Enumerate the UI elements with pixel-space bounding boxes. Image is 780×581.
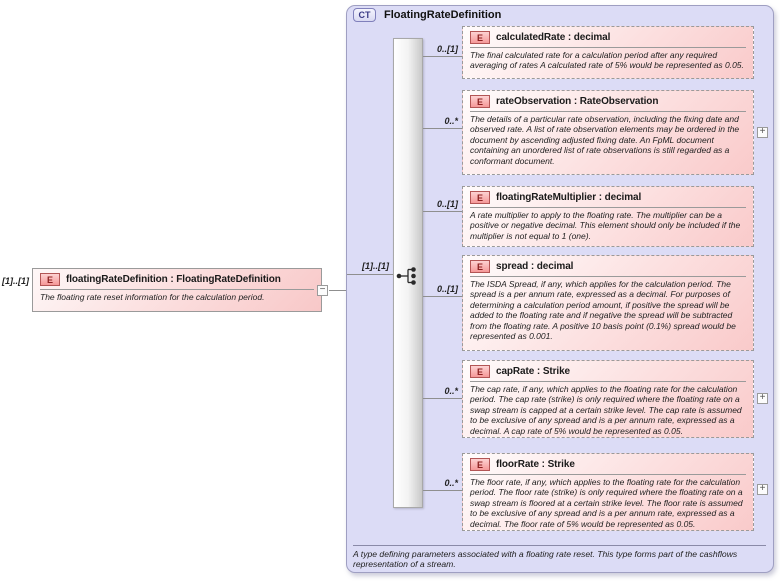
type-separator: : xyxy=(534,366,543,377)
root-multiplicity-label: [1]..[1] xyxy=(2,276,29,286)
element-header xyxy=(463,27,753,46)
element-box-rate-observation[interactable] xyxy=(462,90,754,175)
element-icon: E xyxy=(470,365,490,378)
root-element-title xyxy=(66,274,281,285)
element-box-floor-rate[interactable] xyxy=(462,453,754,531)
element-annotation: The final calculated rate for a calculation period after any required averaging of rates A calculated rate of 5% would be represented as 0.05. xyxy=(470,50,744,71)
multiplicity-label: 0..[1] xyxy=(436,44,458,54)
type-separator: : xyxy=(565,32,574,43)
element-box-spread[interactable] xyxy=(462,255,754,351)
element-annotation: A rate multiplier to apply to the floating rate. The multiplier can be a positive or negative decimal. This element should only be included if the multiplier is not equal to 1 (one). xyxy=(470,210,741,241)
connector-line xyxy=(423,296,462,297)
panel-annotation-divider xyxy=(353,545,766,546)
element-name: capRate xyxy=(496,366,535,377)
element-header xyxy=(463,187,753,206)
type-separator: : xyxy=(539,459,548,470)
element-type: Strike xyxy=(547,459,575,470)
root-element-header xyxy=(33,269,321,288)
connector-line xyxy=(423,128,462,129)
element-type: decimal xyxy=(536,261,574,272)
element-annotation: The details of a particular rate observation, including the fixing date and observed rate. A list of rate observation elements may be ordered in the document by ascending adjusted fixing date. An FpML document containing an unordered list of rate observations is still regarded as a conformant document. xyxy=(470,114,740,166)
element-name: floatingRateMultiplier xyxy=(496,192,597,203)
type-separator: : xyxy=(596,192,605,203)
element-icon: E xyxy=(40,273,60,286)
element-box-cap-rate[interactable] xyxy=(462,360,754,438)
expand-icon[interactable]: + xyxy=(757,393,768,404)
multiplicity-label: 0..[1] xyxy=(436,199,458,209)
element-box-floating-rate-multiplier[interactable] xyxy=(462,186,754,247)
element-type: RateObservation xyxy=(579,96,659,107)
connector-line xyxy=(347,274,394,275)
root-element-annotation: The floating rate reset information for the calculation period. xyxy=(40,292,265,302)
element-type: Strike xyxy=(542,366,571,377)
expand-icon[interactable]: + xyxy=(757,484,768,495)
connector-line xyxy=(423,398,462,399)
element-type: decimal xyxy=(604,192,642,203)
complex-type-annotation: A type defining parameters associated with a floating rate reset. This type forms part of the cashflows representation of a stream. xyxy=(353,549,738,570)
type-separator: : xyxy=(167,274,177,285)
multiplicity-label: 0..* xyxy=(444,116,458,126)
element-title xyxy=(496,459,575,470)
element-icon: E xyxy=(470,95,490,108)
compositor-multiplicity-label: [1]..[1] xyxy=(362,261,389,271)
type-separator: : xyxy=(571,96,580,107)
element-annotation: The ISDA Spread, if any, which applies for the calculation period. The spread is a per annum rate, expressed as a decimal. For purposes of determining a calculation period amount, if positive the spread will be added to the floating rate and if negative the spread will be subtracted from the floating rate. A positive 10 basis point (0.1%) spread would be represented as 0.001. xyxy=(470,279,736,342)
element-icon: E xyxy=(470,31,490,44)
element-header xyxy=(463,454,753,473)
element-title xyxy=(496,192,641,203)
element-icon: E xyxy=(470,191,490,204)
element-title xyxy=(496,366,570,377)
element-header xyxy=(463,361,753,380)
element-title xyxy=(496,32,610,43)
element-icon: E xyxy=(470,458,490,471)
root-element-box[interactable] xyxy=(32,268,322,312)
element-name: rateObservation xyxy=(496,96,572,107)
connector-line xyxy=(423,211,462,212)
element-title xyxy=(496,261,573,272)
complex-type-title: FloatingRateDefinition xyxy=(384,9,502,21)
type-separator: : xyxy=(528,261,537,272)
element-header xyxy=(463,256,753,275)
element-title xyxy=(496,96,658,107)
collapse-icon[interactable]: − xyxy=(317,285,328,296)
connector-line xyxy=(423,490,462,491)
multiplicity-label: 0..* xyxy=(444,386,458,396)
element-name: calculatedRate xyxy=(496,32,566,43)
connector-line xyxy=(329,290,346,291)
expand-icon[interactable]: + xyxy=(757,127,768,138)
multiplicity-label: 0..* xyxy=(444,478,458,488)
element-name: spread xyxy=(496,261,529,272)
element-box-calculated-rate[interactable] xyxy=(462,26,754,79)
element-annotation: The floor rate, if any, which applies to the floating rate for the calculation period. The floor rate (strike) is only required where the floating rate on a swap stream is floored at a certain strike level. The floor rate is assumed to be exclusive of any spread and is a per annum rate, expressed as a decimal. The floor rate of 5% would be represented as 0.05. xyxy=(470,477,743,529)
multiplicity-label: 0..[1] xyxy=(436,284,458,294)
element-annotation: The cap rate, if any, which applies to the floating rate for the calculation period. The cap rate (strike) is only required where the floating rate on a swap stream is capped at a certain strike level. The cap rate is assumed to be exclusive of any spread and is a per annum rate, expressed as a decimal. A cap rate of 5% would be represented as 0.05. xyxy=(470,384,742,436)
complex-type-header xyxy=(353,8,501,22)
connector-line xyxy=(423,56,462,57)
element-type: FloatingRateDefinition xyxy=(176,274,281,285)
element-header xyxy=(463,91,753,110)
complex-type-icon[interactable]: CT xyxy=(353,8,376,22)
element-icon: E xyxy=(470,260,490,273)
element-name: floorRate xyxy=(496,459,539,470)
element-name: floatingRateDefinition xyxy=(66,274,168,285)
element-type: decimal xyxy=(573,32,611,43)
